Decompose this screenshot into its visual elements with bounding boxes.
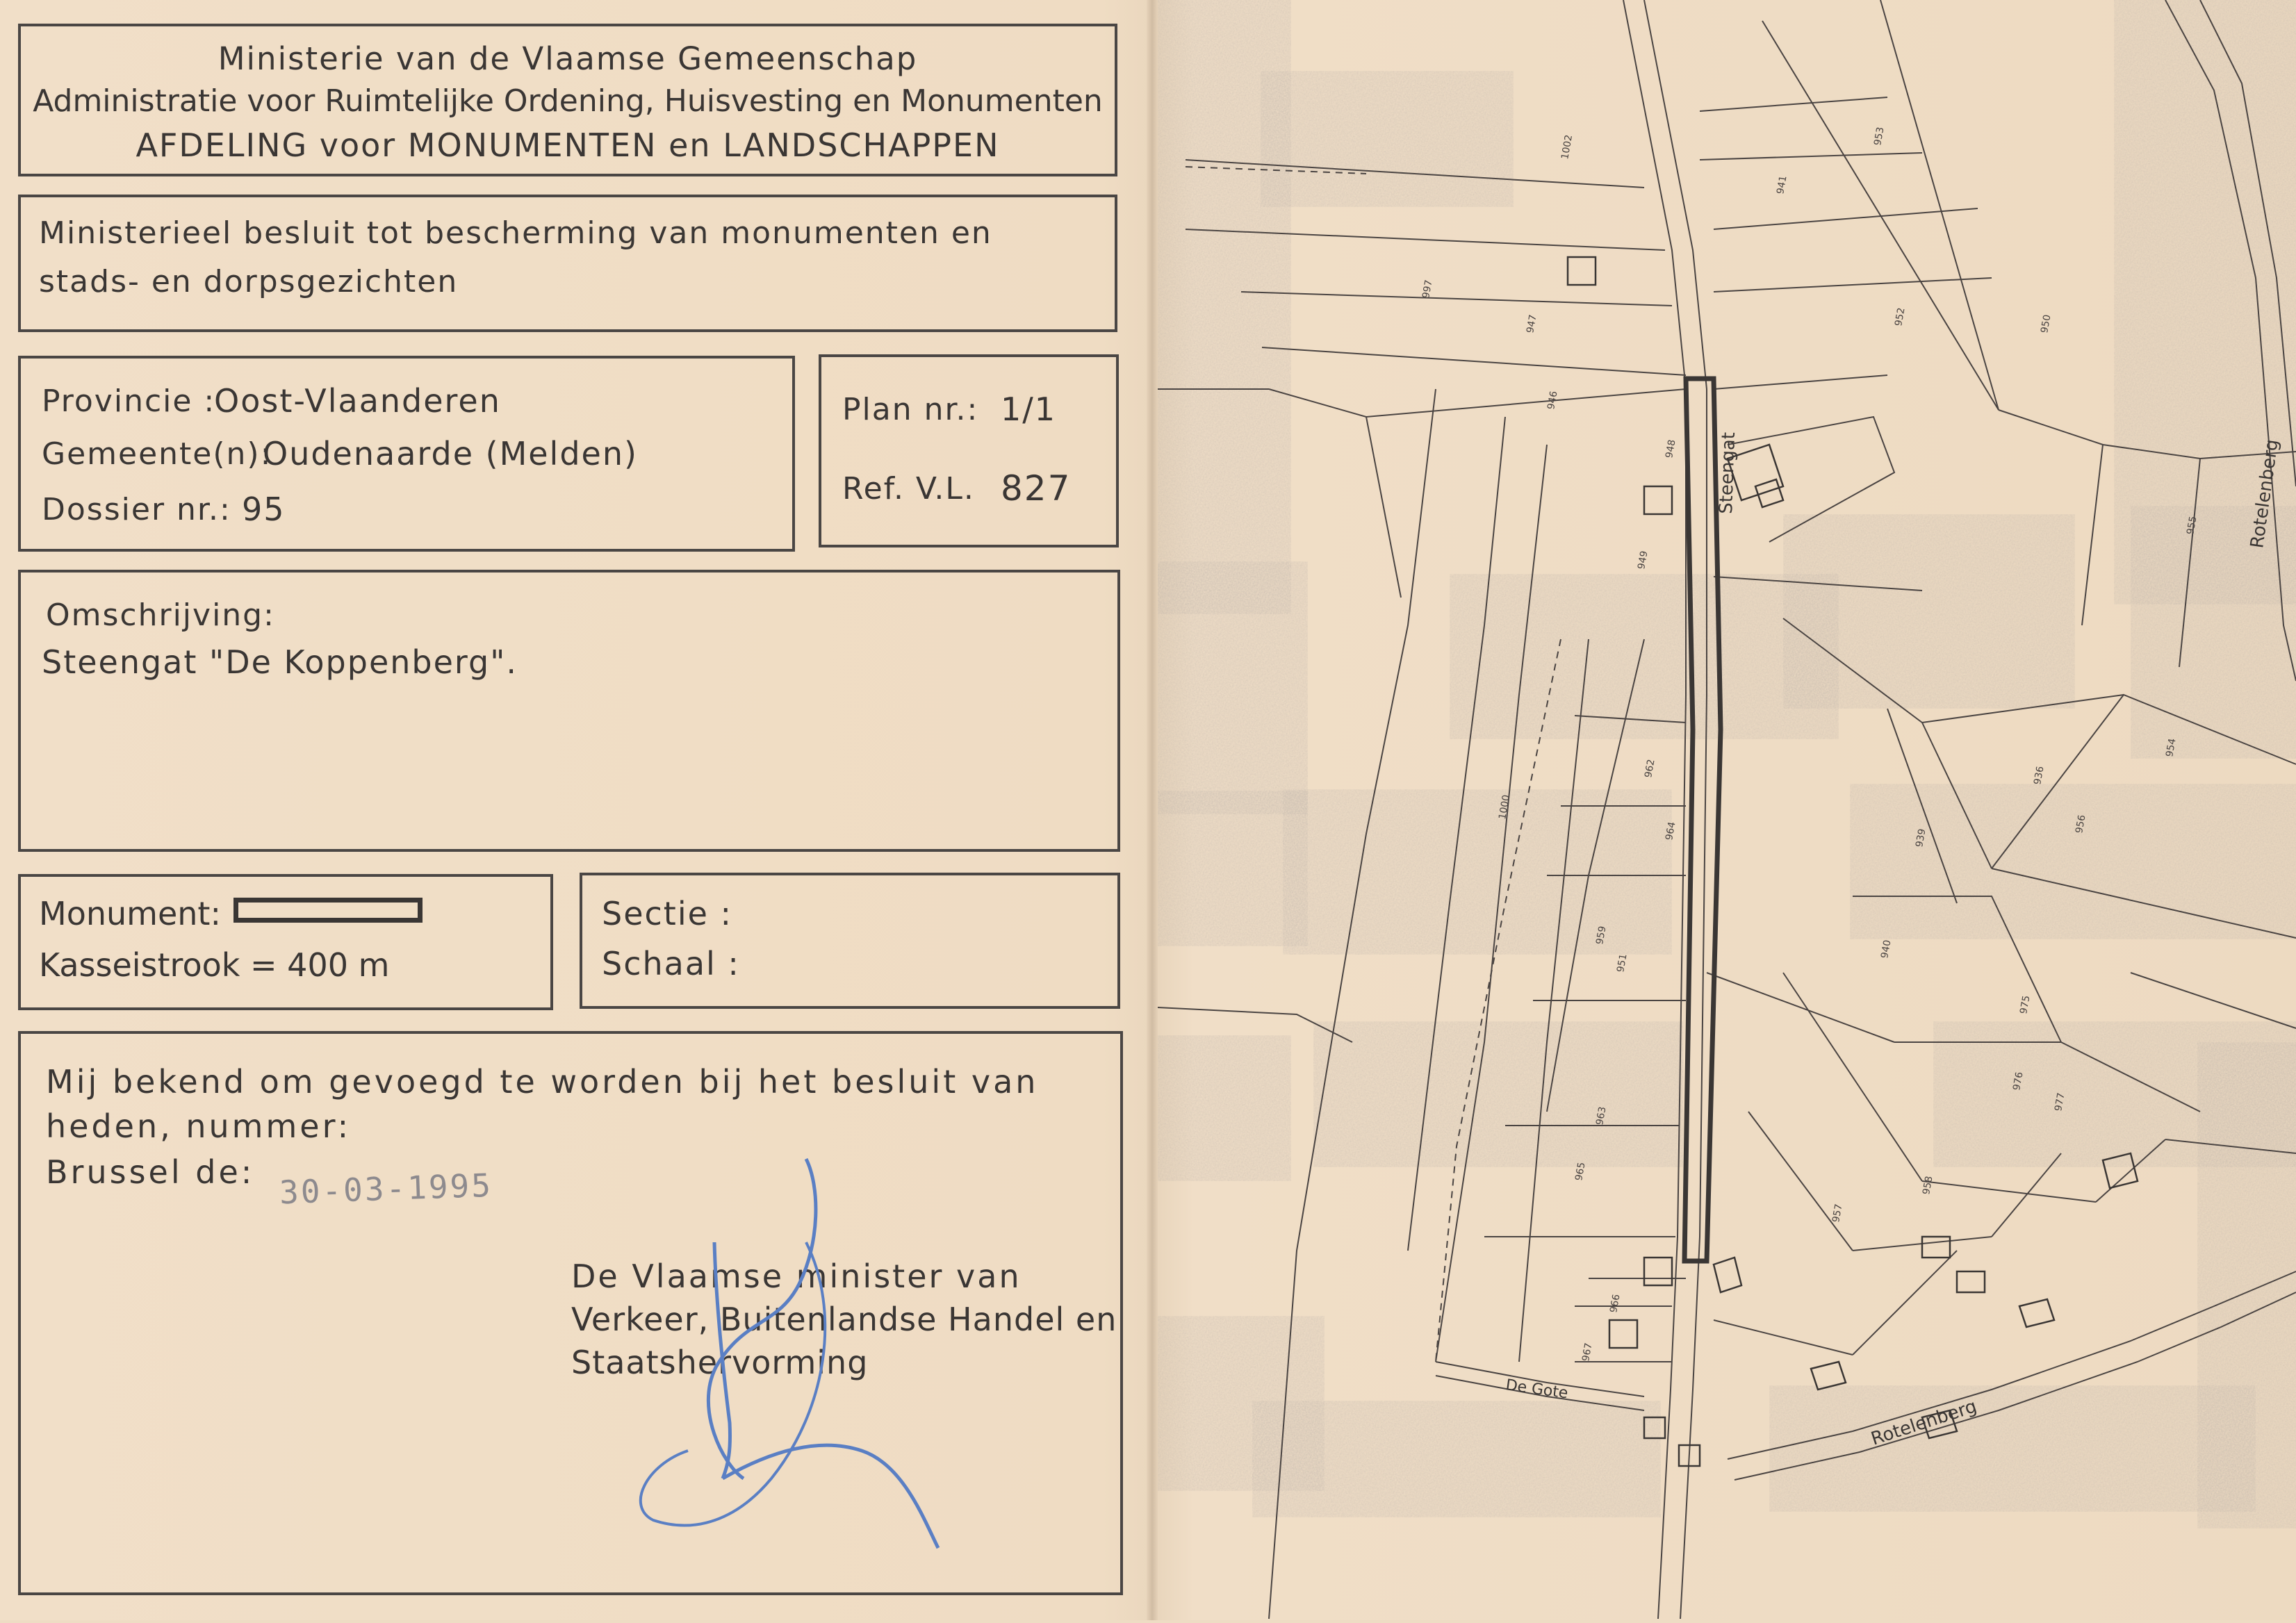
parcel-label: 962: [1643, 758, 1657, 779]
copy-shading: [1158, 14, 2296, 1501]
street-steengat: Steengat: [1716, 431, 1740, 515]
parcel-label: 939: [1914, 827, 1928, 848]
minister-signature: [612, 1159, 1028, 1548]
parcel-label: 965: [1573, 1161, 1588, 1182]
parcel-labels: [1420, 126, 2199, 1362]
dossier-value: 95: [242, 491, 286, 528]
plan-box: [819, 354, 1119, 547]
gemeente-label: Gemeente(n):: [42, 436, 272, 472]
parcel-label: 950: [2039, 313, 2053, 334]
parcel-label: 953: [1872, 126, 1887, 147]
parcel-label: 946: [1545, 390, 1560, 411]
decree-line-1: Ministerieel besluit tot bescherming van monumenten en: [39, 215, 992, 251]
parcel-label: 966: [1608, 1293, 1623, 1314]
parcel-label: 941: [1775, 174, 1789, 195]
parcel-label: 949: [1636, 550, 1650, 570]
parcel-label: 967: [1580, 1342, 1595, 1362]
schaal-label: Schaal :: [602, 945, 740, 982]
parcel-label: 963: [1594, 1105, 1609, 1126]
decree-title-box: [18, 195, 1117, 332]
provincie-value: Oost-Vlaanderen: [214, 382, 501, 420]
approval-box: [18, 1031, 1123, 1595]
description-box: [18, 570, 1120, 852]
monument-legend-swatch: [233, 898, 423, 923]
location-box: [18, 356, 795, 552]
parcel-label: 997: [1420, 279, 1435, 299]
parcel-label: 964: [1664, 821, 1678, 841]
ref-label: Ref. V.L.: [842, 471, 975, 506]
decree-line-2: stads- en dorpsgezichten: [39, 264, 459, 299]
parcel-label: 959: [1594, 925, 1609, 946]
department-name: AFDELING voor MONUMENTEN en LANDSCHAPPEN: [136, 126, 1000, 164]
description-label: Omschrijving:: [46, 598, 275, 633]
approval-line-1: Mij bekend om gevoegd te worden bij het besluit van: [46, 1063, 1039, 1101]
parcel-label: 951: [1615, 953, 1630, 973]
parcel-label: 975: [2018, 994, 2033, 1015]
street-de-gote: De Gote: [1504, 1376, 1569, 1403]
minister-line-3: Staatshervorming: [571, 1344, 869, 1381]
parcel-label: 947: [1525, 313, 1539, 334]
kasseistrook-length: Kasseistrook = 400 m: [39, 946, 390, 984]
ref-value: 827: [1001, 468, 1072, 509]
parcel-label: 940: [1879, 939, 1894, 959]
page-fold: [1147, 0, 1158, 1620]
monument-box: [18, 874, 553, 1010]
administration-name: Administratie voor Ruimtelijke Ordening, Huisvesting en Monumenten: [33, 83, 1103, 119]
parcel-label: 976: [2011, 1071, 2026, 1091]
ministry-header-box: [18, 24, 1117, 176]
parcel-label: 1000: [1497, 793, 1513, 821]
parcel-label: 956: [2074, 814, 2088, 834]
minister-line-2: Verkeer, Buitenlandse Handel en: [571, 1301, 1117, 1338]
approval-line-2: heden, nummer:: [46, 1107, 352, 1145]
parcel-label: 977: [2053, 1091, 2067, 1112]
parcel-label: 955: [2185, 515, 2199, 536]
parcel-label: 958: [1921, 1175, 1935, 1196]
gemeente-value: Oudenaarde (Melden): [263, 435, 638, 472]
date-stamp: 30-03-1995: [279, 1166, 493, 1212]
plan-value: 1/1: [1001, 390, 1057, 428]
parcel-label: 952: [1893, 306, 1908, 327]
sectie-label: Sectie :: [602, 895, 733, 932]
cadastral-map: [1158, 0, 2296, 1620]
monument-label: Monument:: [39, 895, 221, 932]
parcel-label: 948: [1664, 438, 1678, 459]
plan-label: Plan nr.:: [842, 392, 979, 427]
parcel-label: 936: [2032, 765, 2047, 786]
ministry-name: Ministerie van de Vlaamse Gemeenschap: [218, 40, 918, 77]
description-value: Steengat "De Koppenberg".: [42, 643, 518, 681]
parcel-label: 954: [2164, 737, 2179, 758]
provincie-label: Provincie :: [42, 384, 216, 419]
minister-line-1: De Vlaamse minister van: [571, 1258, 1022, 1295]
parcel-label: 1002: [1559, 133, 1575, 160]
parcel-label: 957: [1830, 1203, 1845, 1224]
dossier-label: Dossier nr.:: [42, 492, 231, 527]
street-rotelenberg-top: Rotelenberg: [2247, 438, 2283, 550]
sectie-box: [580, 873, 1120, 1009]
street-rotelenberg-bottom: Rotelenberg: [1868, 1396, 1980, 1450]
brussel-label: Brussel de:: [46, 1153, 255, 1191]
